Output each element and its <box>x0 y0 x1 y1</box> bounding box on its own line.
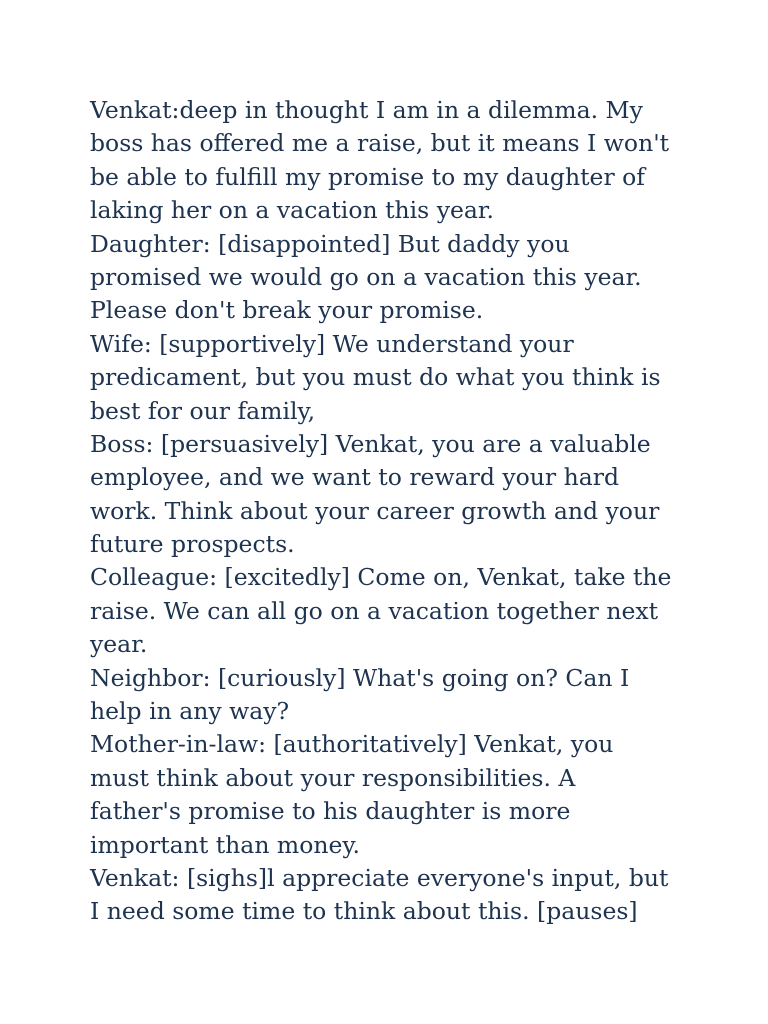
text-line: Colleague: [excitedly] Come on, Venkat, take the <box>90 563 672 592</box>
text-line: boss has offered me a raise, but it means I won't <box>90 129 670 158</box>
text-line: be able to fulfill my promise to my daughter of <box>90 162 646 191</box>
text-line: year. <box>90 630 148 659</box>
text-line: promised we would go on a vacation this year. <box>90 262 642 291</box>
text-line: help in any way? <box>90 697 290 726</box>
text-line: best for our family, <box>90 396 316 425</box>
text-line: I need some time to think about this. [pauses] <box>90 897 638 926</box>
text-line: important than money. <box>90 830 361 859</box>
text-line: Wife: [supportively] We understand your <box>90 329 574 358</box>
text-line: employee, and we want to reward your hard <box>90 463 620 492</box>
text-line: work. Think about your career growth and your <box>90 496 660 525</box>
text-line: laking her on a vacation this year. <box>90 196 495 225</box>
text-line: father's promise to his daughter is more <box>90 797 571 826</box>
text-line: Please don't break your promise. <box>90 296 484 325</box>
text-line: Mother-in-law: [authoritatively] Venkat, you <box>90 730 614 759</box>
text-line: must think about your responsibilities. A <box>90 763 576 792</box>
text-line: Neighbor: [curiously] What's going on? Can I <box>90 663 630 692</box>
text-line: Daughter: [disappointed] But daddy you <box>90 229 570 258</box>
text-line: Venkat: [sighs]l appreciate everyone's input, but <box>90 863 669 892</box>
text-line: future prospects. <box>90 530 295 559</box>
text-line: Boss: [persuasively] Venkat, you are a valuable <box>90 429 651 458</box>
text-line: raise. We can all go on a vacation together next <box>90 596 659 625</box>
dialogue-text <box>90 94 690 929</box>
text-line: Venkat:deep in thought I am in a dilemma. My <box>90 96 643 124</box>
text-line: predicament, but you must do what you think is <box>90 363 661 392</box>
